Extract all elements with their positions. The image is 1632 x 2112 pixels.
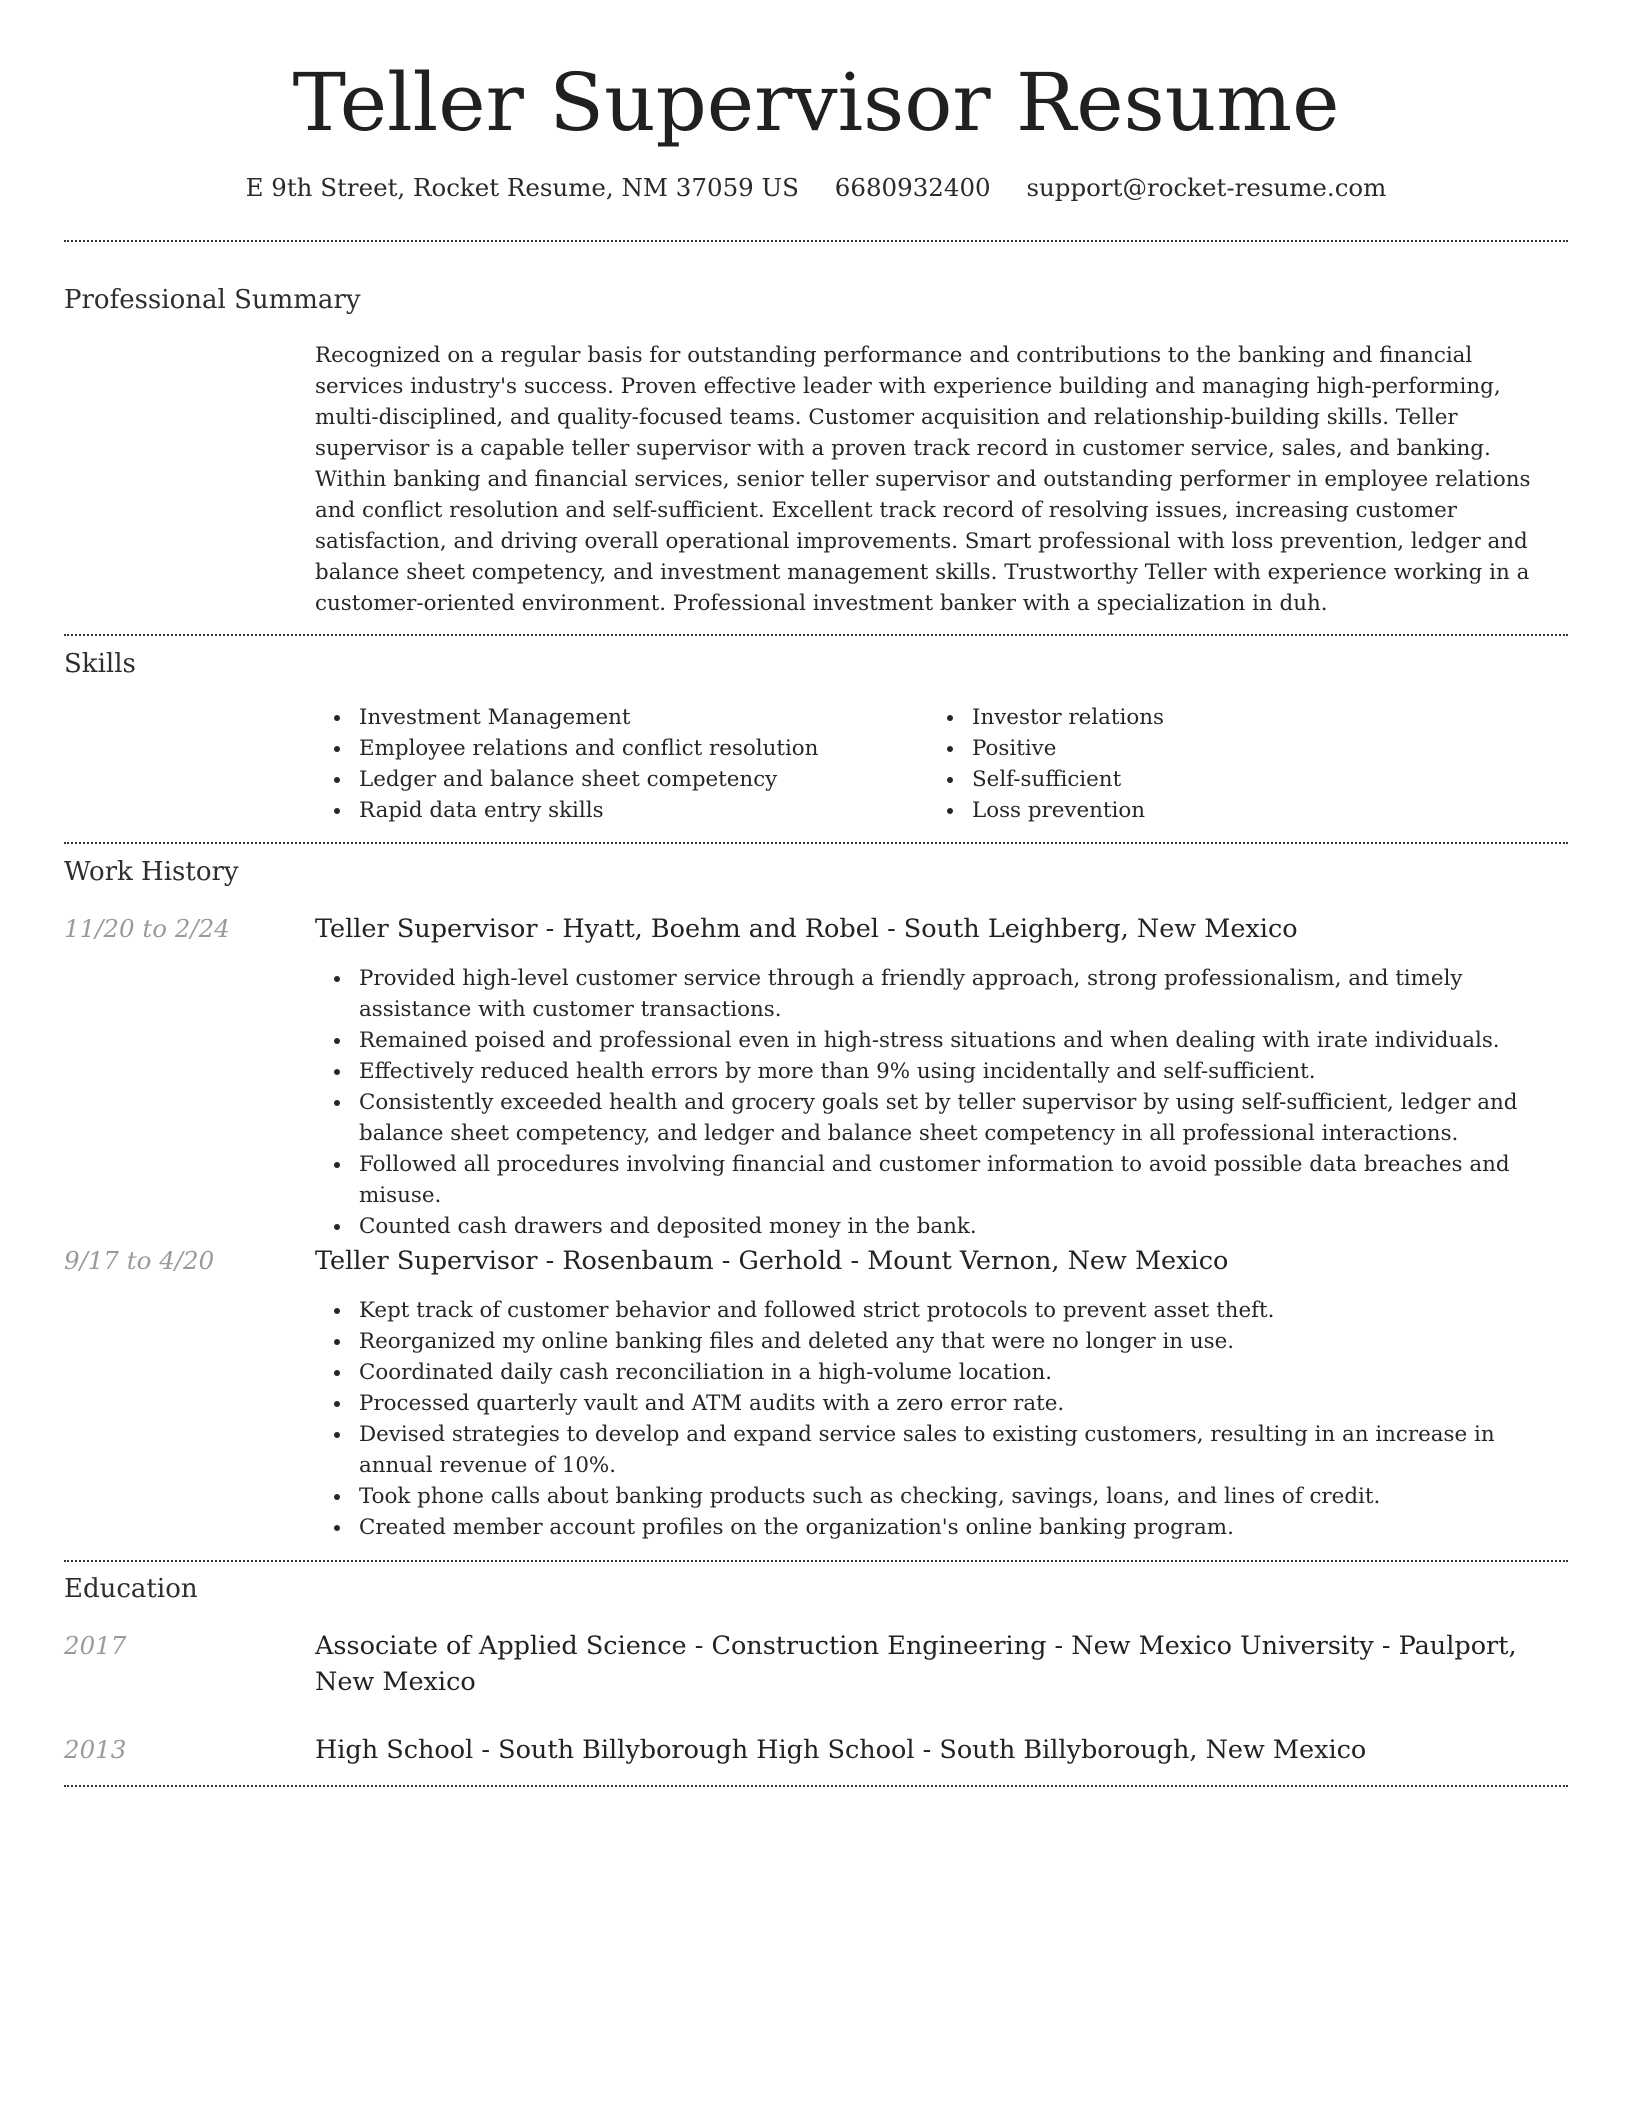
skill-item: Rapid data entry skills [315,795,875,826]
education-year: 2017 [64,1631,127,1660]
skills-list-left [315,702,875,826]
section-heading-work: Work History [64,857,239,887]
education-location: Paulport, New Mexico [315,1631,1517,1697]
divider [64,1560,1568,1562]
skill-item: Self-sufficient [928,764,1528,795]
job-bullet: Devised strategies to develop and expand service sales to existing customers, resulting in an increase in annual revenue of 10%. [315,1419,1565,1481]
job-company: Hyatt, Boehm and Robel [562,914,879,944]
contact-address: E 9th Street, Rocket Resume, NM 37059 US [245,173,799,202]
job-location: Mount Vernon, New Mexico [867,1246,1229,1276]
education-field: Construction Engineering [711,1631,1047,1661]
summary-text: Recognized on a regular basis for outstanding performance and contributions to the banking and financial services industry's success. Proven effective leader with experience building and managing high-performing, multi-disciplined, and quality-focused teams. Customer acquisition and relationship-building skills. Teller supervisor is a capable teller supervisor with a proven track record in customer service, sales, and banking. Within banking and financial services, senior teller supervisor and outstanding performer in employee relations and conflict resolution and self-sufficient. Excellent track record of resolving issues, increasing customer satisfaction, and driving overall operational improvements. Smart professional with loss prevention, ledger and balance sheet competency, and investment management skills. Trustworthy Teller with experience working in a customer-oriented environment. Professional investment banker with a specialization in duh. [315,343,1531,616]
job-bullet: Processed quarterly vault and ATM audits with a zero error rate. [315,1388,1565,1419]
job-bullet: Counted cash drawers and deposited money in the bank. [315,1211,1565,1242]
job-bullet: Reorganized my online banking files and deleted any that were no longer in use. [315,1326,1565,1357]
section-heading-education: Education [64,1574,198,1604]
job-bullet: Followed all procedures involving financial and customer information to avoid possible data breaches and misuse. [315,1149,1565,1211]
education-entry: Associate of Applied Science - Construction Engineering - New Mexico University - Paulport, New Mexico [315,1631,1517,1697]
job-bullets [315,963,1565,1242]
job-title: Teller Supervisor [315,1246,538,1276]
section-heading-summary: Professional Summary [64,285,361,315]
job-bullet: Consistently exceeded health and grocery goals set by teller supervisor by using self-sufficient, ledger and balance sheet competency, and ledger and balance sheet competency in all professional interactions. [315,1087,1565,1149]
job-bullet: Kept track of customer behavior and followed strict protocols to prevent asset theft. [315,1295,1565,1326]
job-bullets [315,1295,1565,1543]
job-company: Rosenbaum - Gerhold [562,1246,843,1276]
job-dates: 11/20 to 2/24 [64,914,230,943]
education-location: South Billyborough, New Mexico [939,1735,1367,1765]
divider [64,240,1568,242]
section-heading-skills: Skills [64,649,136,679]
education-school: South Billyborough High School [498,1735,915,1765]
divider [64,1785,1568,1787]
job-title: Teller Supervisor [315,914,538,944]
job-bullet: Created member account profiles on the organization's online banking program. [315,1512,1565,1543]
job-bullet: Effectively reduced health errors by more than 9% using incidentally and self-sufficient. [315,1056,1565,1087]
education-degree: Associate of Applied Science [315,1631,687,1661]
job-heading: Teller Supervisor - Hyatt, Boehm and Robel - South Leighberg, New Mexico [315,914,1298,944]
divider [64,842,1568,844]
skill-item: Investment Management [315,702,875,733]
job-bullet: Coordinated daily cash reconciliation in a high-volume location. [315,1357,1565,1388]
job-heading: Teller Supervisor - Rosenbaum - Gerhold - Mount Vernon, New Mexico [315,1246,1229,1276]
skill-item: Ledger and balance sheet competency [315,764,875,795]
page-title: Teller Supervisor Resume [292,56,1340,149]
education-year: 2013 [64,1735,127,1764]
education-entry: High School - South Billyborough High School - South Billyborough, New Mexico [315,1735,1367,1765]
job-bullet: Remained poised and professional even in high-stress situations and when dealing with irate individuals. [315,1025,1565,1056]
skill-item: Positive [928,733,1528,764]
skill-item: Loss prevention [928,795,1528,826]
contact-email: support@rocket-resume.com [1026,173,1387,202]
contact-phone: 6680932400 [834,173,991,202]
contact-line [0,170,1632,206]
skills-list-right [928,702,1528,826]
job-bullet: Provided high-level customer service through a friendly approach, strong professionalism, and timely assistance with customer transactions. [315,963,1565,1025]
job-location: South Leighberg, New Mexico [903,914,1298,944]
education-school: New Mexico University [1071,1631,1374,1661]
job-dates: 9/17 to 4/20 [64,1246,215,1275]
education-degree: High School [315,1735,474,1765]
divider [64,634,1568,636]
skill-item: Employee relations and conflict resolution [315,733,875,764]
skill-item: Investor relations [928,702,1528,733]
job-bullet: Took phone calls about banking products such as checking, savings, loans, and lines of credit. [315,1481,1565,1512]
